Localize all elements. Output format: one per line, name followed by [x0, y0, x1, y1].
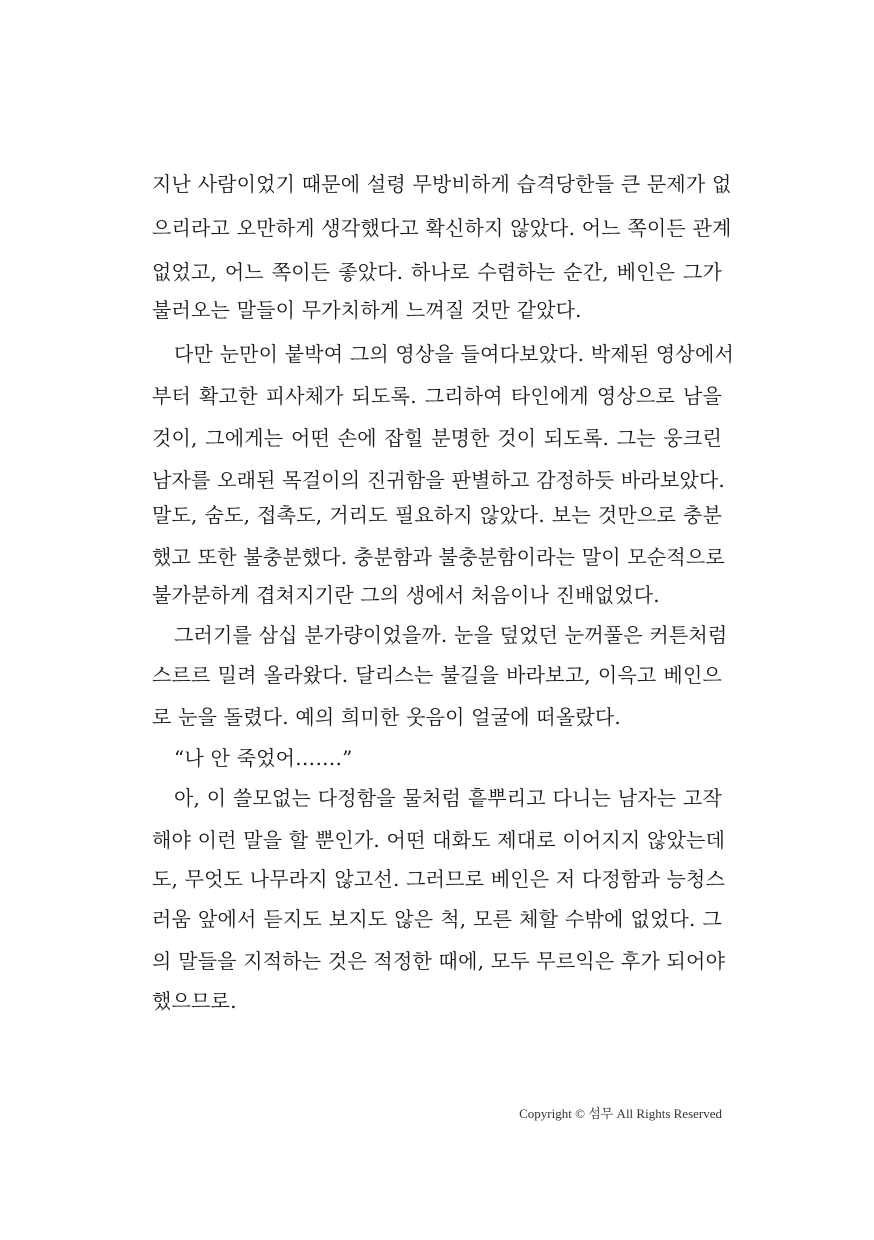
text-line: 것이, 그에게는 어떤 손에 잡힐 분명한 것이 되도록. 그는 웅크린: [152, 426, 722, 450]
text-line: 없었고, 어느 쪽이든 좋았다. 하나로 수렴하는 순간, 베인은 그가: [152, 260, 722, 284]
text-line: 아, 이 쓸모없는 다정함을 물처럼 흩뿌리고 다니는 남자는 고작: [174, 786, 722, 810]
text-line: 러움 앞에서 듣지도 보지도 않은 척, 모른 체할 수밖에 없었다. 그: [152, 907, 722, 931]
text-line: 로 눈을 돌렸다. 예의 희미한 웃음이 얼굴에 떠올랐다.: [152, 705, 621, 729]
text-line: 스르르 밀려 올라왔다. 달리스는 불길을 바라보고, 이윽고 베인으: [152, 663, 722, 687]
text-line: 불가분하게 겹쳐지기란 그의 생에서 처음이나 진배없었다.: [152, 583, 660, 607]
text-line: 해야 이런 말을 할 뿐인가. 어떤 대화도 제대로 이어지지 않았는데: [152, 828, 726, 852]
text-line: 부터 확고한 피사체가 되도록. 그리하여 타인에게 영상으로 남을: [152, 384, 722, 408]
text-line: 불러오는 말들이 무가치하게 느껴질 것만 같았다.: [152, 298, 582, 322]
text-line: 다만 눈만이 붙박여 그의 영상을 들여다보았다. 박제된 영상에서: [174, 342, 734, 366]
text-line: 그러기를 삼십 분가량이었을까. 눈을 덮었던 눈꺼풀은 커튼처럼: [174, 623, 728, 647]
text-line: 했고 또한 불충분했다. 충분함과 불충분함이라는 말이 모순적으로: [152, 545, 725, 569]
text-line: 지난 사람이었기 때문에 설령 무방비하게 습격당한들 큰 문제가 없: [152, 172, 732, 196]
dialogue-line: “나 안 죽었어…….”: [174, 746, 353, 770]
text-line: 도, 무엇도 나무라지 않고선. 그러므로 베인은 저 다정함과 능청스: [152, 867, 726, 891]
text-line: 남자를 오래된 목걸이의 진귀함을 판별하고 감정하듯 바라보았다.: [152, 468, 725, 492]
text-line: 으리라고 오만하게 생각했다고 확신하지 않았다. 어느 쪽이든 관계: [152, 216, 732, 240]
text-line: 말도, 숨도, 접촉도, 거리도 필요하지 않았다. 보는 것만으로 충분: [152, 503, 722, 527]
copyright-notice: Copyright © 섬무 All Rights Reserved: [519, 1106, 722, 1121]
text-line: 했으므로.: [152, 989, 237, 1013]
text-line: 의 말들을 지적하는 것은 적정한 때에, 모두 무르익은 후가 되어야: [152, 949, 726, 973]
